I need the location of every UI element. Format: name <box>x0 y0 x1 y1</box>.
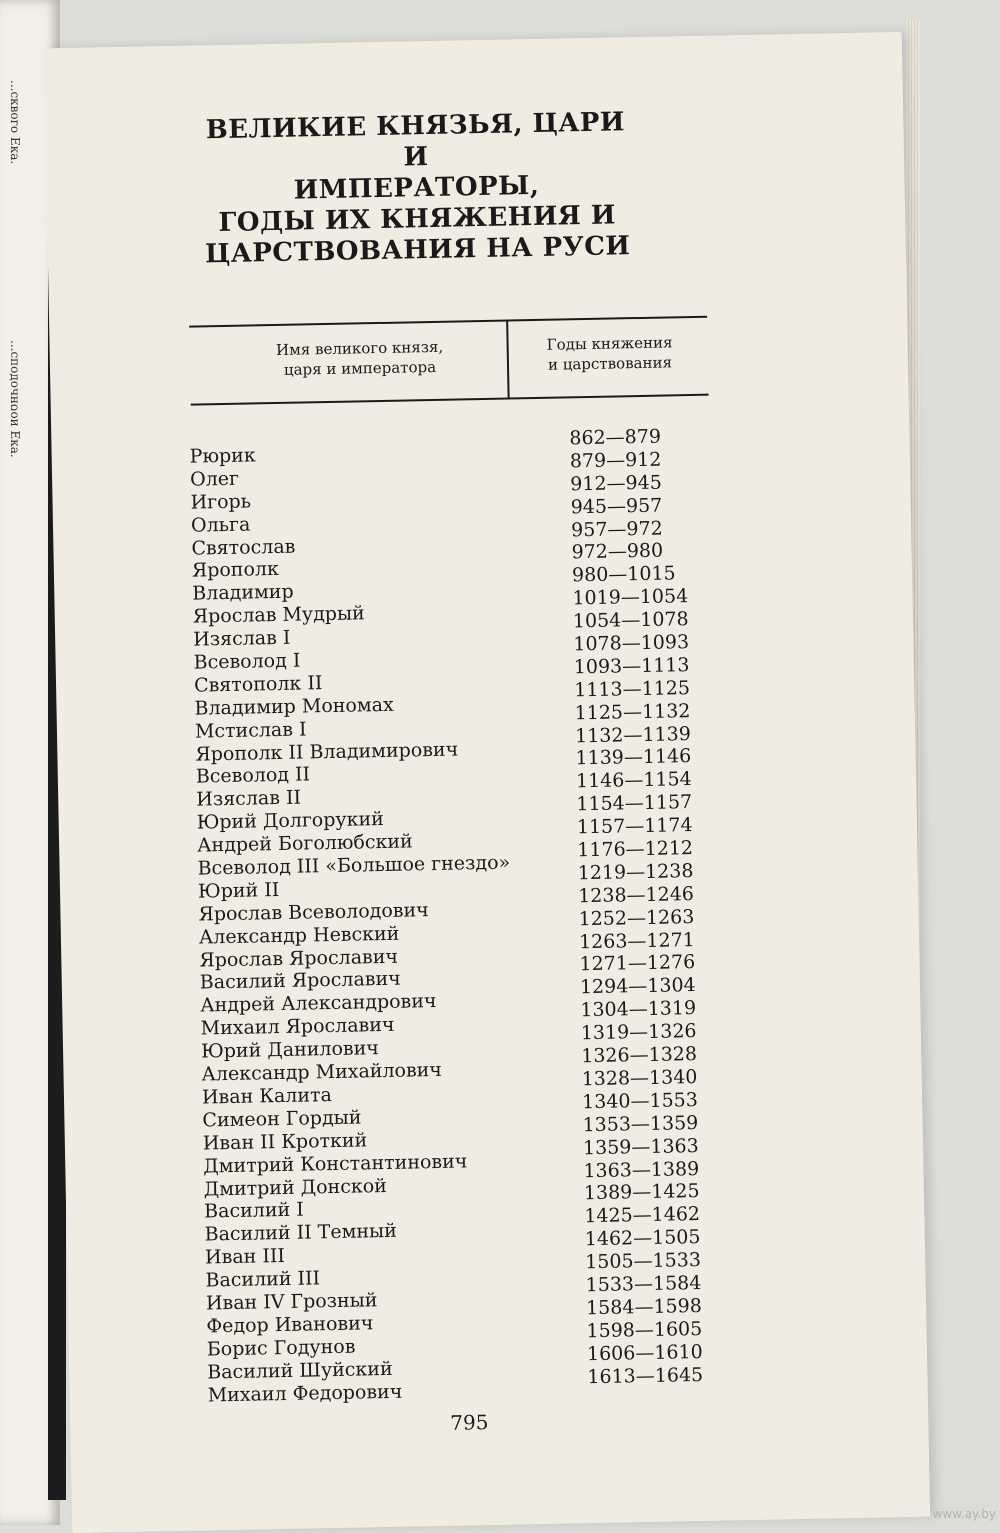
title-line: ГОДЫ ИХ КНЯЖЕНИЯ И <box>218 200 617 239</box>
page-number: 795 <box>450 1410 489 1435</box>
ruler-name: Юрий Долгорукий <box>196 808 385 834</box>
header-divider <box>506 322 509 398</box>
page-title <box>195 107 638 270</box>
ruler-name: Борис Годунов <box>206 1335 356 1361</box>
reign-years: 1328—1340 <box>581 1065 698 1091</box>
ruler-name: Иван II Кроткий <box>202 1129 368 1155</box>
reign-years: 1533—1584 <box>585 1271 702 1297</box>
ruler-name: Владимир Мономах <box>194 693 394 720</box>
book-page <box>44 32 930 1533</box>
reign-years: 1054—1078 <box>572 608 689 633</box>
ruler-name: Изяслав I <box>192 626 291 651</box>
title-line: ВЕЛИКИЕ КНЯЗЬЯ, ЦАРИ И <box>205 107 626 173</box>
ruler-name: Иван IV Грозный <box>205 1289 378 1315</box>
ruler-name: Симеон Гордый <box>202 1106 362 1132</box>
title-line: ЦАРСТВОВАНИЯ НА РУСИ <box>204 231 631 270</box>
reign-years: 1340—1553 <box>581 1088 699 1114</box>
ruler-name: Ярослав Всеволодович <box>198 898 429 926</box>
reign-years: 1359—1363 <box>582 1134 699 1159</box>
ruler-name: Андрей Боголюбский <box>196 830 413 857</box>
reign-years: 1363—1389 <box>583 1157 700 1182</box>
reign-years: 1505—1533 <box>585 1249 702 1274</box>
reign-years: 1113—1125 <box>574 676 691 702</box>
ruler-name: Василий III <box>205 1267 321 1292</box>
reign-years: 1176—1212 <box>577 837 694 862</box>
left-page-text: ...ои Ека. <box>8 400 22 458</box>
reign-years: 1154—1157 <box>576 791 693 816</box>
ruler-name: Дмитрий Константинович <box>203 1150 468 1178</box>
header-text: и царствования <box>547 353 673 374</box>
ruler-name: Михаил Федорович <box>207 1380 403 1406</box>
watermark: www.ay.by <box>932 1507 996 1521</box>
ruler-name: Александр Невский <box>198 922 400 949</box>
ruler-name: Ярослав Мудрый <box>192 602 365 628</box>
reign-years: 1319—1326 <box>580 1020 697 1045</box>
ruler-name: Рюрик <box>189 444 256 468</box>
reign-years: 1294—1304 <box>579 974 696 999</box>
ruler-name: Изяслав II <box>196 786 302 811</box>
reign-years: 1263—1271 <box>578 928 695 953</box>
reign-years: 957—972 <box>570 517 663 541</box>
table-header <box>189 316 708 406</box>
reign-years: 1606—1610 <box>586 1340 703 1365</box>
rulers-table <box>189 425 767 1406</box>
ruler-name: Ярослав Ярославич <box>199 945 399 972</box>
ruler-name: Ольга <box>190 513 251 537</box>
ruler-name: Федор Иванович <box>206 1312 374 1338</box>
title-line: ИМПЕРАТОРЫ, <box>293 170 540 206</box>
ruler-name: Юрий II <box>197 878 280 903</box>
ruler-name: Василий II Темный <box>204 1220 398 1246</box>
header-text: царя и императора <box>283 357 437 379</box>
ruler-name: Михаил Ярославич <box>200 1014 395 1040</box>
ruler-name: Иван III <box>204 1245 286 1269</box>
reign-years: 1252—1263 <box>578 905 695 930</box>
reign-years: 1462—1505 <box>584 1226 701 1251</box>
reign-years: 879—912 <box>569 448 662 473</box>
reign-years: 1146—1154 <box>575 768 692 793</box>
reign-years: 1219—1238 <box>577 859 694 885</box>
reign-years: 1132—1139 <box>574 722 692 747</box>
ruler-name: Иван Калита <box>201 1083 333 1109</box>
reign-years: 980—1015 <box>571 562 676 587</box>
reign-years: 1078—1093 <box>573 631 690 656</box>
ruler-name: Андрей Александрович <box>200 990 437 1017</box>
ruler-name: Олег <box>189 467 240 491</box>
reign-years: 1139—1146 <box>575 745 692 770</box>
ruler-name: Дмитрий Донской <box>203 1174 388 1201</box>
reign-years: 1271—1276 <box>579 951 696 976</box>
ruler-name: Всеволод II <box>195 763 311 789</box>
ruler-name: Всеволод III «Большое гнездо» <box>197 851 511 880</box>
header-text: Имя великого князя, <box>275 337 444 359</box>
header-years-column <box>519 332 700 375</box>
header-text: Годы княжения <box>546 333 673 354</box>
ruler-name: Игорь <box>190 490 252 514</box>
reign-years: 1157—1174 <box>576 814 693 839</box>
reign-years: 1304—1319 <box>580 997 697 1022</box>
ruler-name: Ярополк <box>191 558 280 583</box>
reign-years: 862—879 <box>569 425 662 450</box>
reign-years: 1326—1328 <box>581 1043 698 1068</box>
ruler-name: Святополк II <box>193 672 323 697</box>
reign-years: 1093—1113 <box>573 653 690 679</box>
left-page-text: ...сподочно <box>8 340 22 412</box>
reign-years: 945—957 <box>570 494 663 519</box>
reign-years: 1238—1246 <box>577 882 695 908</box>
ruler-name: Всеволод I <box>193 649 301 674</box>
reign-years: 1613—1645 <box>587 1363 704 1388</box>
ruler-name: Александр Михайлович <box>201 1058 443 1086</box>
reign-years: 972—980 <box>571 540 664 564</box>
reign-years: 1584—1598 <box>585 1294 703 1320</box>
ruler-name: Мстислав I <box>194 718 307 743</box>
reign-years: 1353—1359 <box>582 1111 699 1136</box>
left-page-text: ...сквого Ека. <box>8 80 22 165</box>
ruler-name: Василий Ярославич <box>199 968 401 995</box>
reign-years: 912—945 <box>570 471 663 496</box>
ruler-name: Ярополк II Владимирович <box>195 738 459 766</box>
reign-years: 1425—1462 <box>584 1203 701 1228</box>
header-name-column <box>229 336 490 381</box>
ruler-name: Владимир <box>192 581 294 605</box>
reign-years: 1389—1425 <box>583 1180 700 1205</box>
reign-years: 1125—1132 <box>574 699 691 724</box>
ruler-name: Святослав <box>191 535 296 560</box>
ruler-name: Василий Шуйский <box>207 1357 393 1384</box>
ruler-name: Юрий Данилович <box>200 1037 380 1063</box>
ruler-name: Василий I <box>203 1198 304 1223</box>
reign-years: 1019—1054 <box>572 585 689 610</box>
reign-years: 1598—1605 <box>586 1317 703 1342</box>
